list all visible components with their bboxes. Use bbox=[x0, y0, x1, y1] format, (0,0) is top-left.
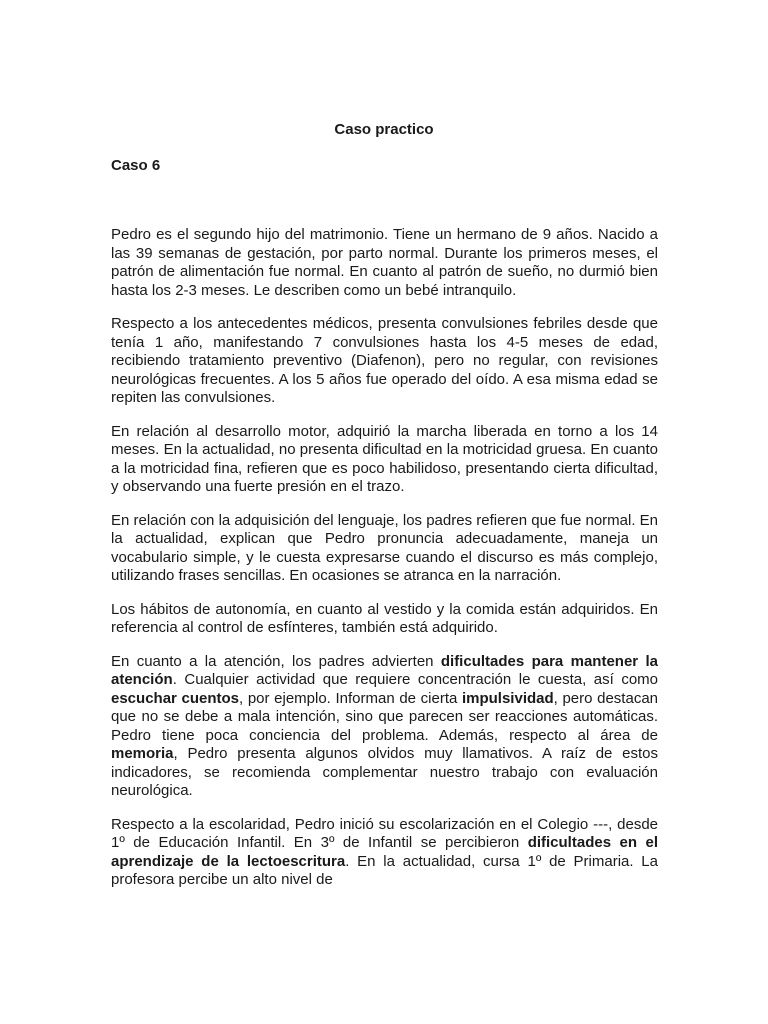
bold-phrase: escuchar cuentos bbox=[111, 689, 240, 707]
document-title: Caso practico bbox=[334, 121, 434, 138]
paragraph-text: . En la actualidad, cursa 1º de Primaria. La profesora percibe un alto nivel de bbox=[111, 852, 658, 888]
bold-phrase: dificultades en el aprendizaje de la lectoescritura bbox=[111, 834, 658, 870]
paragraph-family-background bbox=[111, 226, 658, 300]
paragraph-schooling bbox=[111, 816, 658, 890]
paragraph-medical-history bbox=[111, 315, 658, 408]
bold-phrase: memoria bbox=[111, 745, 174, 762]
paragraph-text: En relación con la adquisición del lenguaje, los padres refieren que fue normal. En la actualidad, explican que Pedro pronuncia adecuadamente, maneja un vocabulario simple, y le cuesta expresarse cuando el discurso es más complejo, utilizando frases sencillas. En ocasiones se atranca en la narración. bbox=[111, 511, 659, 584]
paragraph-attention bbox=[111, 653, 658, 801]
bold-phrase: dificultades para mantener la atención bbox=[111, 652, 658, 688]
paragraph-text: Respecto a la escolaridad, Pedro inició su escolarización en el Colegio ---, desde 1º de Educación Infantil. En 3º de Infantil se percibieron bbox=[111, 815, 658, 851]
paragraph-text: , Pedro presenta algunos olvidos muy llamativos. A raíz de estos indicadores, se recomienda complementar nuestro trabajo con evaluación neurológica. bbox=[111, 745, 658, 799]
case-heading: Caso 6 bbox=[111, 157, 161, 174]
paragraph-text: En relación al desarrollo motor, adquirió la marcha liberada en torno a los 14 meses. En la actualidad, no presenta dificultad en la motricidad gruesa. En cuanto a la motricidad fina, refieren que es poco habilidoso, presentando cierta dificultad, y observando una fuerte presión en el trazo. bbox=[111, 422, 658, 495]
bold-phrase: impulsividad bbox=[461, 689, 554, 707]
document-body bbox=[111, 226, 658, 905]
paragraph-text: Pedro es el segundo hijo del matrimonio. Tiene un hermano de 9 años. Nacido a las 39 semanas de gestación, por parto normal. Durante los primeros meses, el patrón de alimentación fue normal. En cuanto al patrón de sueño, no durmió bien hasta los 2-3 meses. Le describen como un bebé intranquilo. bbox=[111, 226, 658, 299]
paragraph-text: Los hábitos de autonomía, en cuanto al vestido y la comida están adquiridos. En referencia al control de esfínteres, también está adquirido. bbox=[111, 600, 658, 636]
paragraph-motor-development bbox=[111, 423, 658, 497]
paragraph-text: , pero destacan que no se debe a mala intención, sino que parecen ser reacciones automáticas. Pedro tiene poca conciencia del problema. Además, respecto al área de bbox=[111, 689, 659, 744]
paragraph-text: . Cualquier actividad que requiere concentración le cuesta, así como bbox=[172, 671, 658, 688]
paragraph-language-acquisition bbox=[111, 512, 658, 586]
paragraph-text: Respecto a los antecedentes médicos, presenta convulsiones febriles desde que tenía 1 año, manifestando 7 convulsiones hasta los 4-5 meses de edad, recibiendo tratamiento preventivo (Diafenon), pero no regular, con revisiones neurológicas frecuentes. A los 5 años fue operado del oído. A esa misma edad se repiten las convulsiones. bbox=[111, 315, 658, 406]
paragraph-text: En cuanto a la atención, los padres advierten bbox=[111, 652, 441, 670]
paragraph-text: , por ejemplo. Informan de cierta bbox=[239, 689, 462, 707]
paragraph-autonomy-habits bbox=[111, 601, 658, 638]
